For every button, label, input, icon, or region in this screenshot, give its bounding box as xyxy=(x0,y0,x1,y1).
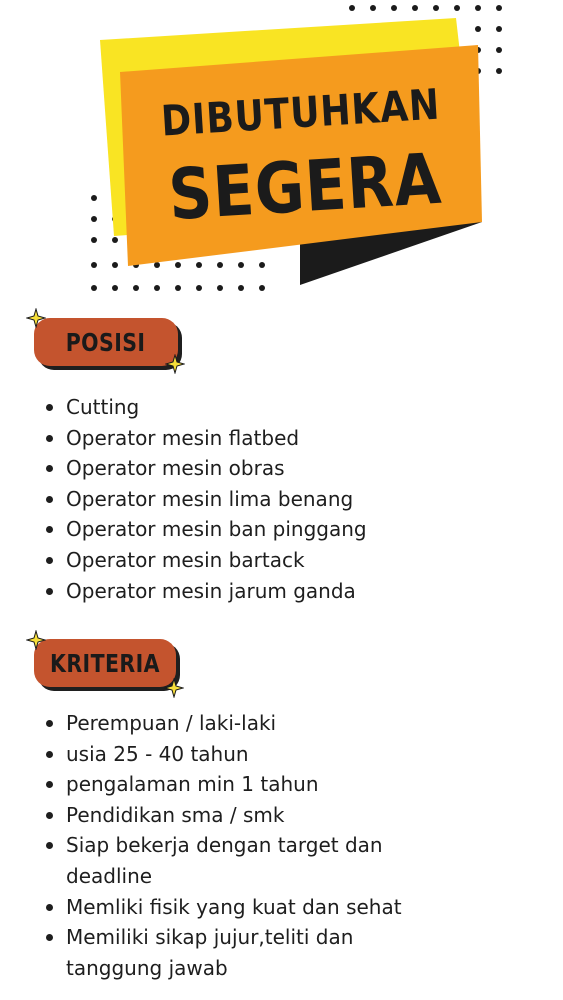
sparkle-icon xyxy=(165,354,185,374)
list-item: Perempuan / laki-laki xyxy=(44,708,544,739)
list-item: Operator mesin flatbed xyxy=(44,423,544,454)
header-banner xyxy=(0,0,563,300)
banner-title xyxy=(112,31,495,273)
list-item: Cutting xyxy=(44,392,544,423)
list-item: Operator mesin ban pinggang xyxy=(44,514,544,545)
sparkle-icon xyxy=(26,308,46,328)
banner-title-line2: SEGERA xyxy=(166,137,444,237)
list-item: pengalaman min 1 tahun xyxy=(44,769,544,800)
list-item: Operator mesin jarum ganda xyxy=(44,576,544,607)
kriteria-list xyxy=(44,708,544,983)
posisi-badge xyxy=(34,318,178,366)
list-item: usia 25 - 40 tahun xyxy=(44,739,544,770)
sparkle-icon xyxy=(164,678,184,698)
list-item: Operator mesin obras xyxy=(44,453,544,484)
sparkle-icon xyxy=(26,630,46,650)
banner-title-line1: DIBUTUHKAN xyxy=(159,79,442,146)
list-item: Memliki fisik yang kuat dan sehat xyxy=(44,892,544,923)
list-item: Siap bekerja dengan target dan deadline xyxy=(44,830,406,891)
posisi-list xyxy=(44,392,544,606)
list-item: Memiliki sikap jujur,teliti dan tanggung jawab xyxy=(44,922,386,983)
posisi-label: POSISI xyxy=(66,327,146,357)
kriteria-badge xyxy=(34,639,176,687)
list-item: Operator mesin lima benang xyxy=(44,484,544,515)
list-item: Operator mesin bartack xyxy=(44,545,544,576)
kriteria-label: KRITERIA xyxy=(50,648,160,678)
list-item: Pendidikan sma / smk xyxy=(44,800,544,831)
